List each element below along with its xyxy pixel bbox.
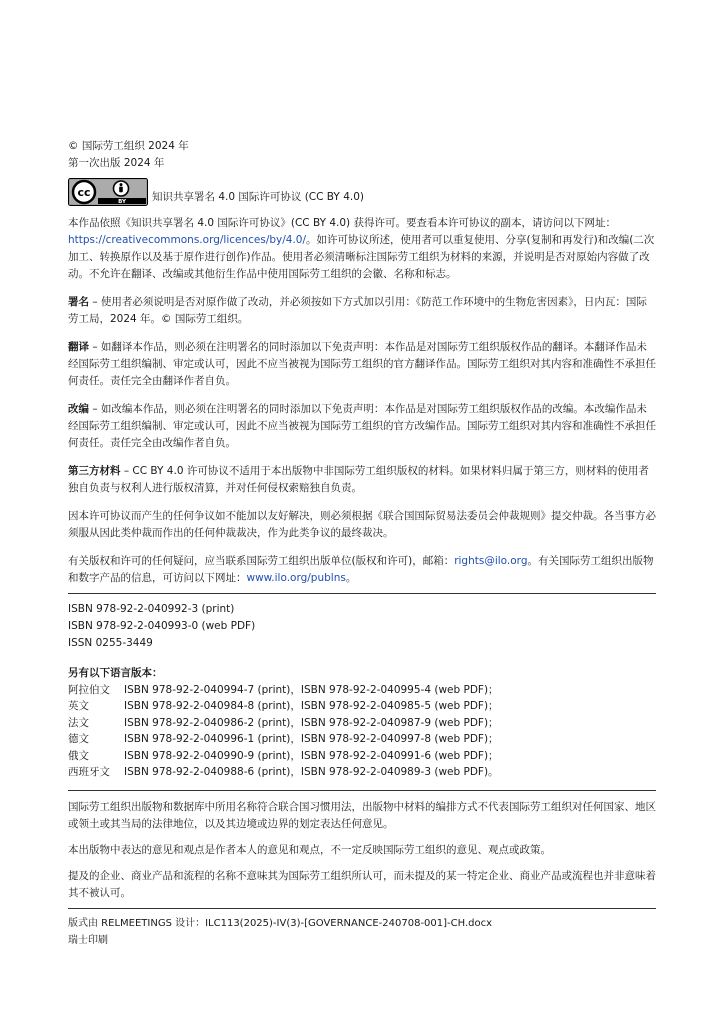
language-isbn: ISBN 978-92-2-040984-8 (print)，ISBN 978-92-2-040985-5 (web PDF)；	[124, 700, 499, 713]
third-party-label: 第三方材料	[68, 465, 121, 477]
divider-rule	[68, 790, 656, 791]
translations-paragraph	[68, 339, 656, 390]
language-name: 西班牙文	[68, 766, 110, 779]
languages-heading	[68, 665, 656, 682]
license-caption: 知识共享署名 4.0 国际许可协议 (CC BY 4.0)	[152, 191, 364, 203]
isbn-block	[68, 601, 656, 652]
contact-text-3: 。	[345, 572, 357, 584]
adaptations-label: 改编	[68, 403, 89, 415]
language-isbn: ISBN 978-92-2-040986-2 (print)，ISBN 978-92-2-040987-9 (web PDF)；	[124, 716, 499, 729]
first-published-line: 第一次出版 2024 年	[68, 157, 165, 169]
contact-paragraph	[68, 553, 656, 587]
license-url-link[interactable]: https://creativecommons.org/licences/by/4.0/	[68, 234, 307, 246]
languages-list	[68, 682, 656, 780]
attribution-label: 署名	[68, 296, 89, 308]
cc-badge-cc-text: cc	[77, 186, 91, 199]
language-name: 英文	[68, 700, 89, 713]
languages-heading-text: 另有以下语言版本：	[68, 667, 163, 679]
translations-text: – 如翻译本作品，则必须在注明署名的同时添加以下免责声明：	[89, 341, 385, 353]
isbn-web-pdf: ISBN 978-92-2-040993-0 (web PDF)	[68, 620, 256, 632]
language-isbn: ISBN 978-92-2-040996-1 (print)，ISBN 978-92-2-040997-8 (web PDF)；	[124, 733, 499, 746]
language-isbn: ISBN 978-92-2-040990-9 (print)，ISBN 978-92-2-040991-6 (web PDF)；	[124, 749, 499, 762]
disputes-paragraph: 因本许可协议而产生的任何争议如不能加以友好解决，则必须根据《联合国国际贸易法委员会仲裁规则》提交仲裁。各当事方必须服从因此类仲裁而作出的任何仲裁裁决，作为此类争议的最终裁决。	[68, 510, 656, 539]
license-row	[68, 178, 656, 206]
translations-label: 翻译	[68, 341, 89, 353]
attribution-paragraph	[68, 294, 656, 328]
translations-disclaimer: 本作品是对国际劳工组织版权作品的翻译。本翻译作品未经国际劳工组织编制、审定或认可，因此不应当被视为国际劳工组织的官方翻译作品。国际劳工组织对其内容和准确性不承担任何责任。责任完全由翻译作者自负。	[68, 341, 656, 387]
publns-url-link[interactable]: www.ilo.org/publns	[246, 572, 346, 584]
layout-credit: 版式由 RELMEETINGS 设计：ILC113(2025)-IV(3)-[GOVERNANCE-240708-001]-CH.docx	[68, 918, 493, 930]
language-name: 法文	[68, 716, 89, 729]
divider-rule	[68, 908, 656, 909]
language-name: 德文	[68, 733, 89, 746]
third-party-text: – CC BY 4.0 许可协议不适用于本出版物中非国际劳工组织版权的材料。如果材料归属于第三方，则材料的使用者独自负责与权利人进行版权清算，并对任何侵权索赔独自负责。	[68, 465, 649, 494]
adaptations-text: – 如改编本作品，则必须在注明署名的同时添加以下免责声明：	[89, 403, 385, 415]
divider-rule	[68, 593, 656, 594]
disclaimer-opinions: 本出版物中表达的意见和观点是作者本人的意见和观点，不一定反映国际劳工组织的意见、观点或政策。	[68, 844, 551, 857]
third-party-paragraph	[68, 463, 656, 497]
footer-block	[68, 915, 656, 949]
cc-by-badge-icon	[68, 178, 148, 206]
contact-text-2: 。有关国际劳工组织出版物和数字产品的信息，可访问以下网址：	[68, 555, 654, 584]
language-name: 俄文	[68, 749, 89, 762]
license-text-2: 。如许可协议所述，使用者可以重复使用、分享(复制和再发行)和改编(二次加工、转换原作以及基于原作进行创作)作品。使用者必须清晰标注国际劳工组织为材料的来源，并说明是否对原始内容做了改动。不允许在翻译、改编或其他衍生作品中使用国际劳工组织的会徽、名称和标志。	[68, 234, 655, 280]
language-isbn: ISBN 978-92-2-040988-6 (print)，ISBN 978-92-2-040989-3 (web PDF)。	[124, 766, 499, 779]
printed-in: 瑞士印刷	[68, 935, 108, 947]
language-isbn: ISBN 978-92-2-040994-7 (print)，ISBN 978-92-2-040995-4 (web PDF)；	[124, 684, 499, 696]
issn: ISSN 0255-3449	[68, 637, 153, 649]
disclaimer-endorsement: 提及的企业、商业产品和流程的名称不意味其为国际劳工组织所认可，而未提及的某一特定企业、商业产品或流程也并非意味着其不被认可。	[68, 870, 656, 900]
copyright-line: © 国际劳工组织 2024 年	[68, 140, 189, 152]
cc-badge-by-text: BY	[118, 199, 126, 206]
isbn-print: ISBN 978-92-2-040992-3 (print)	[68, 603, 235, 615]
language-name: 阿拉伯文	[68, 684, 110, 696]
rights-email-link[interactable]: rights@ilo.org	[454, 555, 528, 567]
license-paragraph	[68, 215, 656, 283]
attribution-text: – 使用者必须说明是否对原作做了改动，并必须按如下方式加以引用：《防范工作环境中的生物危害因素》，日内瓦：国际劳工局，2024 年。© 国际劳工组织。	[68, 296, 647, 325]
adaptations-disclaimer: 本作品是对国际劳工组织版权作品的改编。本改编作品未经国际劳工组织编制、审定或认可，因此不应当被视为国际劳工组织的官方改编作品。国际劳工组织对其内容和准确性不承担任何责任。责任完全由改编作者自负。	[68, 403, 656, 449]
adaptations-paragraph	[68, 401, 656, 452]
copyright-page	[68, 138, 656, 949]
contact-text-1: 有关版权和许可的任何疑问，应当联系国际劳工组织出版单位(版权和许可)，邮箱：	[68, 555, 455, 567]
license-text-1: 本作品依照《知识共享署名 4.0 国际许可协议》(CC BY 4.0) 获得许可。要查看本许可协议的副本，请访问以下网址：	[68, 217, 616, 229]
disclaimer-designations: 国际劳工组织出版物和数据库中所用名称符合联合国习惯用法，出版物中材料的编排方式不代表国际劳工组织对任何国家、地区或领土或其当局的法律地位，以及其边境或边界的划定表达任何意见。	[68, 801, 656, 831]
